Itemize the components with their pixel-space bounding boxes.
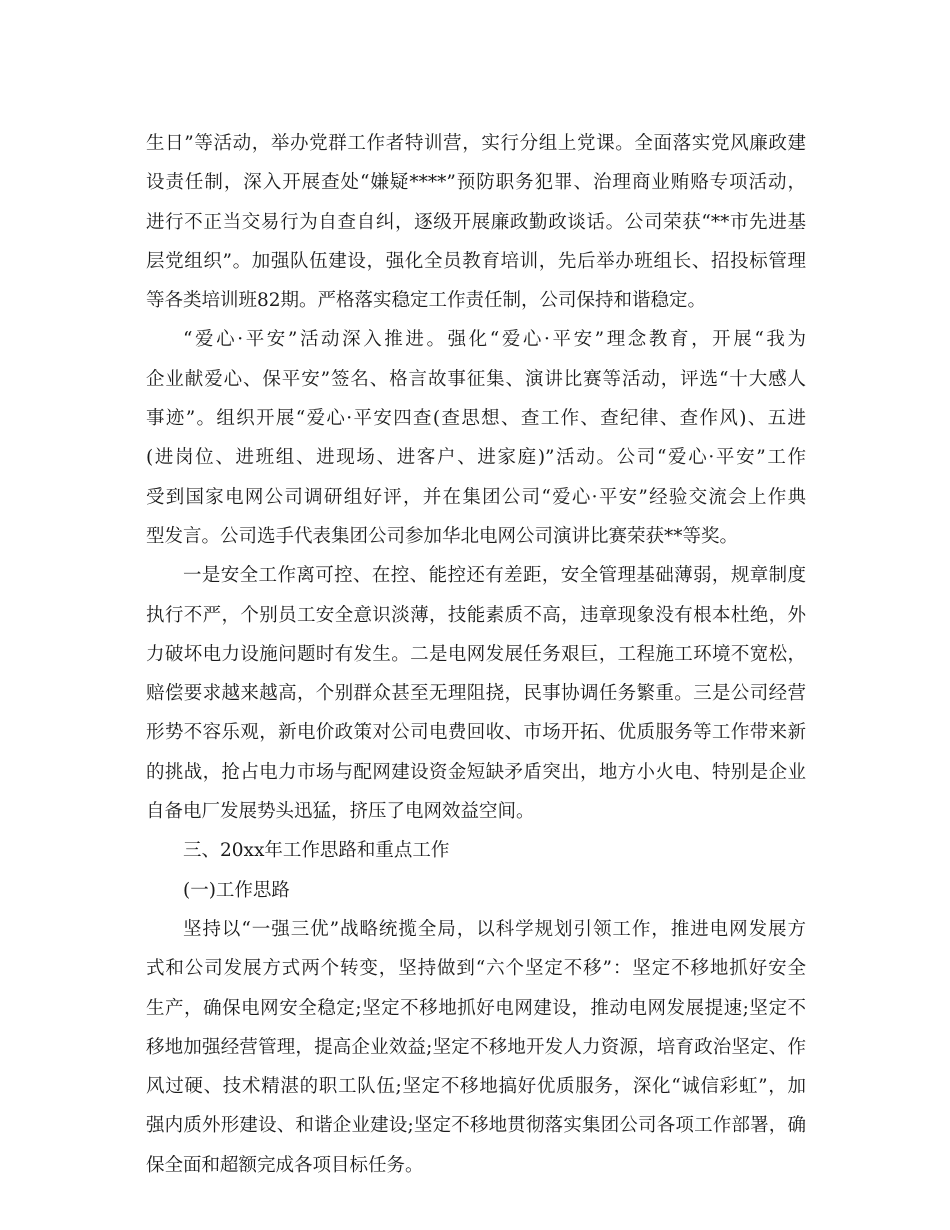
text-line: 进行不正当交易行为自查自纠，逐级开展廉政勤政谈话。公司荣获“**市先进基 [146, 211, 806, 233]
text-line: 的挑战，抢占电力市场与配网建设资金短缺矛盾突出，地方小火电、特别是企业 [146, 761, 806, 783]
text-line: 风过硬、技术精湛的职工队伍;坚定不移地搞好优质服务，深化“诚信彩虹”，加 [146, 1076, 806, 1098]
text-line: 生产，确保电网安全稳定;坚定不移地抓好电网建设，推动电网发展提速;坚定不 [146, 997, 806, 1019]
text-line: 强内质外形建设、和谐企业建设;坚定不移地贯彻落实集团公司各项工作部署，确 [146, 1115, 806, 1137]
text-line: 事迹”。组织开展“爱心·平安四查(查思想、查工作、查纪律、查作风)、五进 [146, 408, 806, 430]
text-line: 企业献爱心、保平安”签名、格言故事征集、演讲比赛等活动，评选“十大感人 [146, 368, 806, 390]
text-line: 设责任制，深入开展查处“嫌疑****”预防职务犯罪、治理商业贿赂专项活动， [146, 172, 806, 194]
text-line: 型发言。公司选手代表集团公司参加华北电网公司演讲比赛荣获**等奖。 [146, 525, 739, 547]
text-line: 受到国家电网公司调研组好评，并在集团公司“爱心·平安”经验交流会上作典 [146, 486, 806, 508]
text-line: 赔偿要求越来越高，个别群众甚至无理阻挠，民事协调任务繁重。三是公司经营 [146, 683, 806, 705]
document-body [146, 124, 806, 1185]
text-line: 一是安全工作离可控、在控、能控还有差距，安全管理基础薄弱，规章制度 [183, 565, 806, 587]
text-line: 式和公司发展方式两个转变，坚持做到“六个坚定不移”：坚定不移地抓好安全 [146, 958, 806, 980]
text-line: 层党组织”。加强队伍建设，强化全员教育培训，先后举办班组长、招投标管理 [146, 250, 806, 272]
text-line: (进岗位、进班组、进现场、进客户、进家庭)”活动。公司“爱心·平安”工作 [146, 447, 806, 469]
text-line: 坚持以“一强三优”战略统揽全局，以科学规划引领工作，推进电网发展方 [183, 918, 806, 940]
text-line: “爱心·平安”活动深入推进。强化“爱心·平安”理念教育，开展“我为 [183, 329, 806, 351]
text-line: 保全面和超额完成各项目标任务。 [146, 1154, 424, 1176]
text-line: 形势不容乐观，新电价政策对公司电费回收、市场开拓、优质服务等工作带来新 [146, 722, 806, 744]
text-line: 力破坏电力设施问题时有发生。二是电网发展任务艰巨，工程施工环境不宽松， [146, 643, 806, 665]
text-line: 生日”等活动，举办党群工作者特训营，实行分组上党课。全面落实党风廉政建 [146, 133, 806, 154]
section-heading: 三、20xx年工作思路和重点工作 [183, 840, 450, 862]
text-line: 等各类培训班82期。严格落实稳定工作责任制，公司保持和谐稳定。 [146, 290, 707, 312]
text-line: 移地加强经营管理，提高企业效益;坚定不移地开发人力资源，培育政治坚定、作 [146, 1036, 806, 1058]
text-line: 执行不严，个别员工安全意识淡薄，技能素质不高，违章现象没有根本杜绝，外 [146, 604, 806, 626]
subsection-heading: (一)工作思路 [183, 879, 290, 901]
text-line: 自备电厂发展势头迅猛，挤压了电网效益空间。 [146, 801, 535, 823]
